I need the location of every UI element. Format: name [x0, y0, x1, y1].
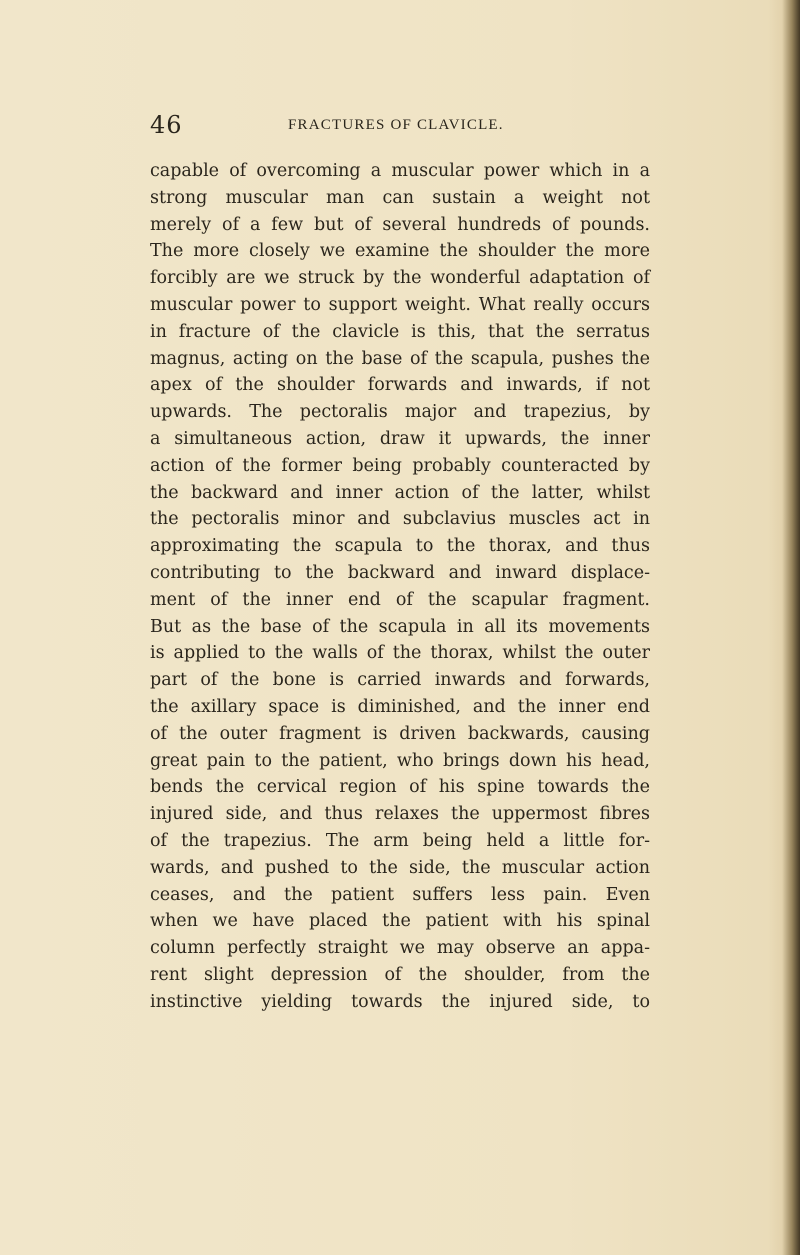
- text-line: merely of a few but of several hundreds of pounds.: [150, 214, 650, 235]
- text-line: forcibly are we struck by the wonderful adaptation of: [150, 268, 650, 289]
- text-line: rent slight depression of the shoulder, from the: [150, 964, 650, 985]
- text-line: the pectoralis minor and subclavius muscles act in: [150, 509, 650, 530]
- text-line: in fracture of the clavicle is this, that the serratus: [150, 321, 650, 342]
- text-line: of the trapezius. The arm being held a little for-: [150, 830, 650, 851]
- running-head: FRACTURES OF CLAVICLE.: [288, 117, 504, 133]
- text-line: action of the former being probably counteracted by: [150, 455, 650, 476]
- text-line: column perfectly straight we may observe an appa-: [150, 938, 650, 959]
- page-number: 46: [150, 111, 183, 139]
- text-line: of the outer fragment is driven backwards, causing: [150, 723, 650, 744]
- text-line: The more closely we examine the shoulder the more: [150, 241, 650, 262]
- text-line: capable of overcoming a muscular power which in a: [150, 161, 650, 181]
- text-line: the backward and inner action of the latter, whilst: [150, 482, 650, 503]
- text-line: strong muscular man can sustain a weight not: [150, 187, 650, 208]
- text-line: when we have placed the patient with his spinal: [150, 911, 650, 932]
- body-text: [150, 158, 650, 1016]
- text-line: apex of the shoulder forwards and inwards, if not: [150, 375, 650, 396]
- text-line: part of the bone is carried inwards and forwards,: [150, 670, 650, 691]
- text-line: wards, and pushed to the side, the muscular action: [150, 857, 650, 878]
- text-line: approximating the scapula to the thorax, and thus: [150, 536, 650, 557]
- text-line: muscular power to support weight. What really occurs: [150, 294, 650, 315]
- text-line: bends the cervical region of his spine towards the: [150, 777, 650, 798]
- text-line: injured side, and thus relaxes the uppermost fibres: [150, 804, 650, 825]
- text-line: a simultaneous action, draw it upwards, the inner: [150, 428, 650, 449]
- text-line: upwards. The pectoralis major and trapezius, by: [150, 402, 650, 423]
- page-edge-shadow: [782, 0, 800, 1255]
- text-line: ment of the inner end of the scapular fragment.: [150, 589, 650, 610]
- text-line: magnus, acting on the base of the scapula, pushes the: [150, 348, 650, 369]
- text-line: is applied to the walls of the thorax, whilst the outer: [150, 643, 650, 664]
- text-line: But as the base of the scapula in all its movements: [150, 616, 650, 637]
- text-line: ceases, and the patient suffers less pain. Even: [150, 884, 650, 905]
- text-line: the axillary space is diminished, and the inner end: [150, 696, 650, 717]
- page-header: [150, 103, 710, 143]
- text-line: great pain to the patient, who brings down his head,: [150, 750, 650, 771]
- text-line: instinctive yielding towards the injured side, to: [150, 991, 650, 1012]
- text-line: contributing to the backward and inward displace-: [150, 562, 650, 583]
